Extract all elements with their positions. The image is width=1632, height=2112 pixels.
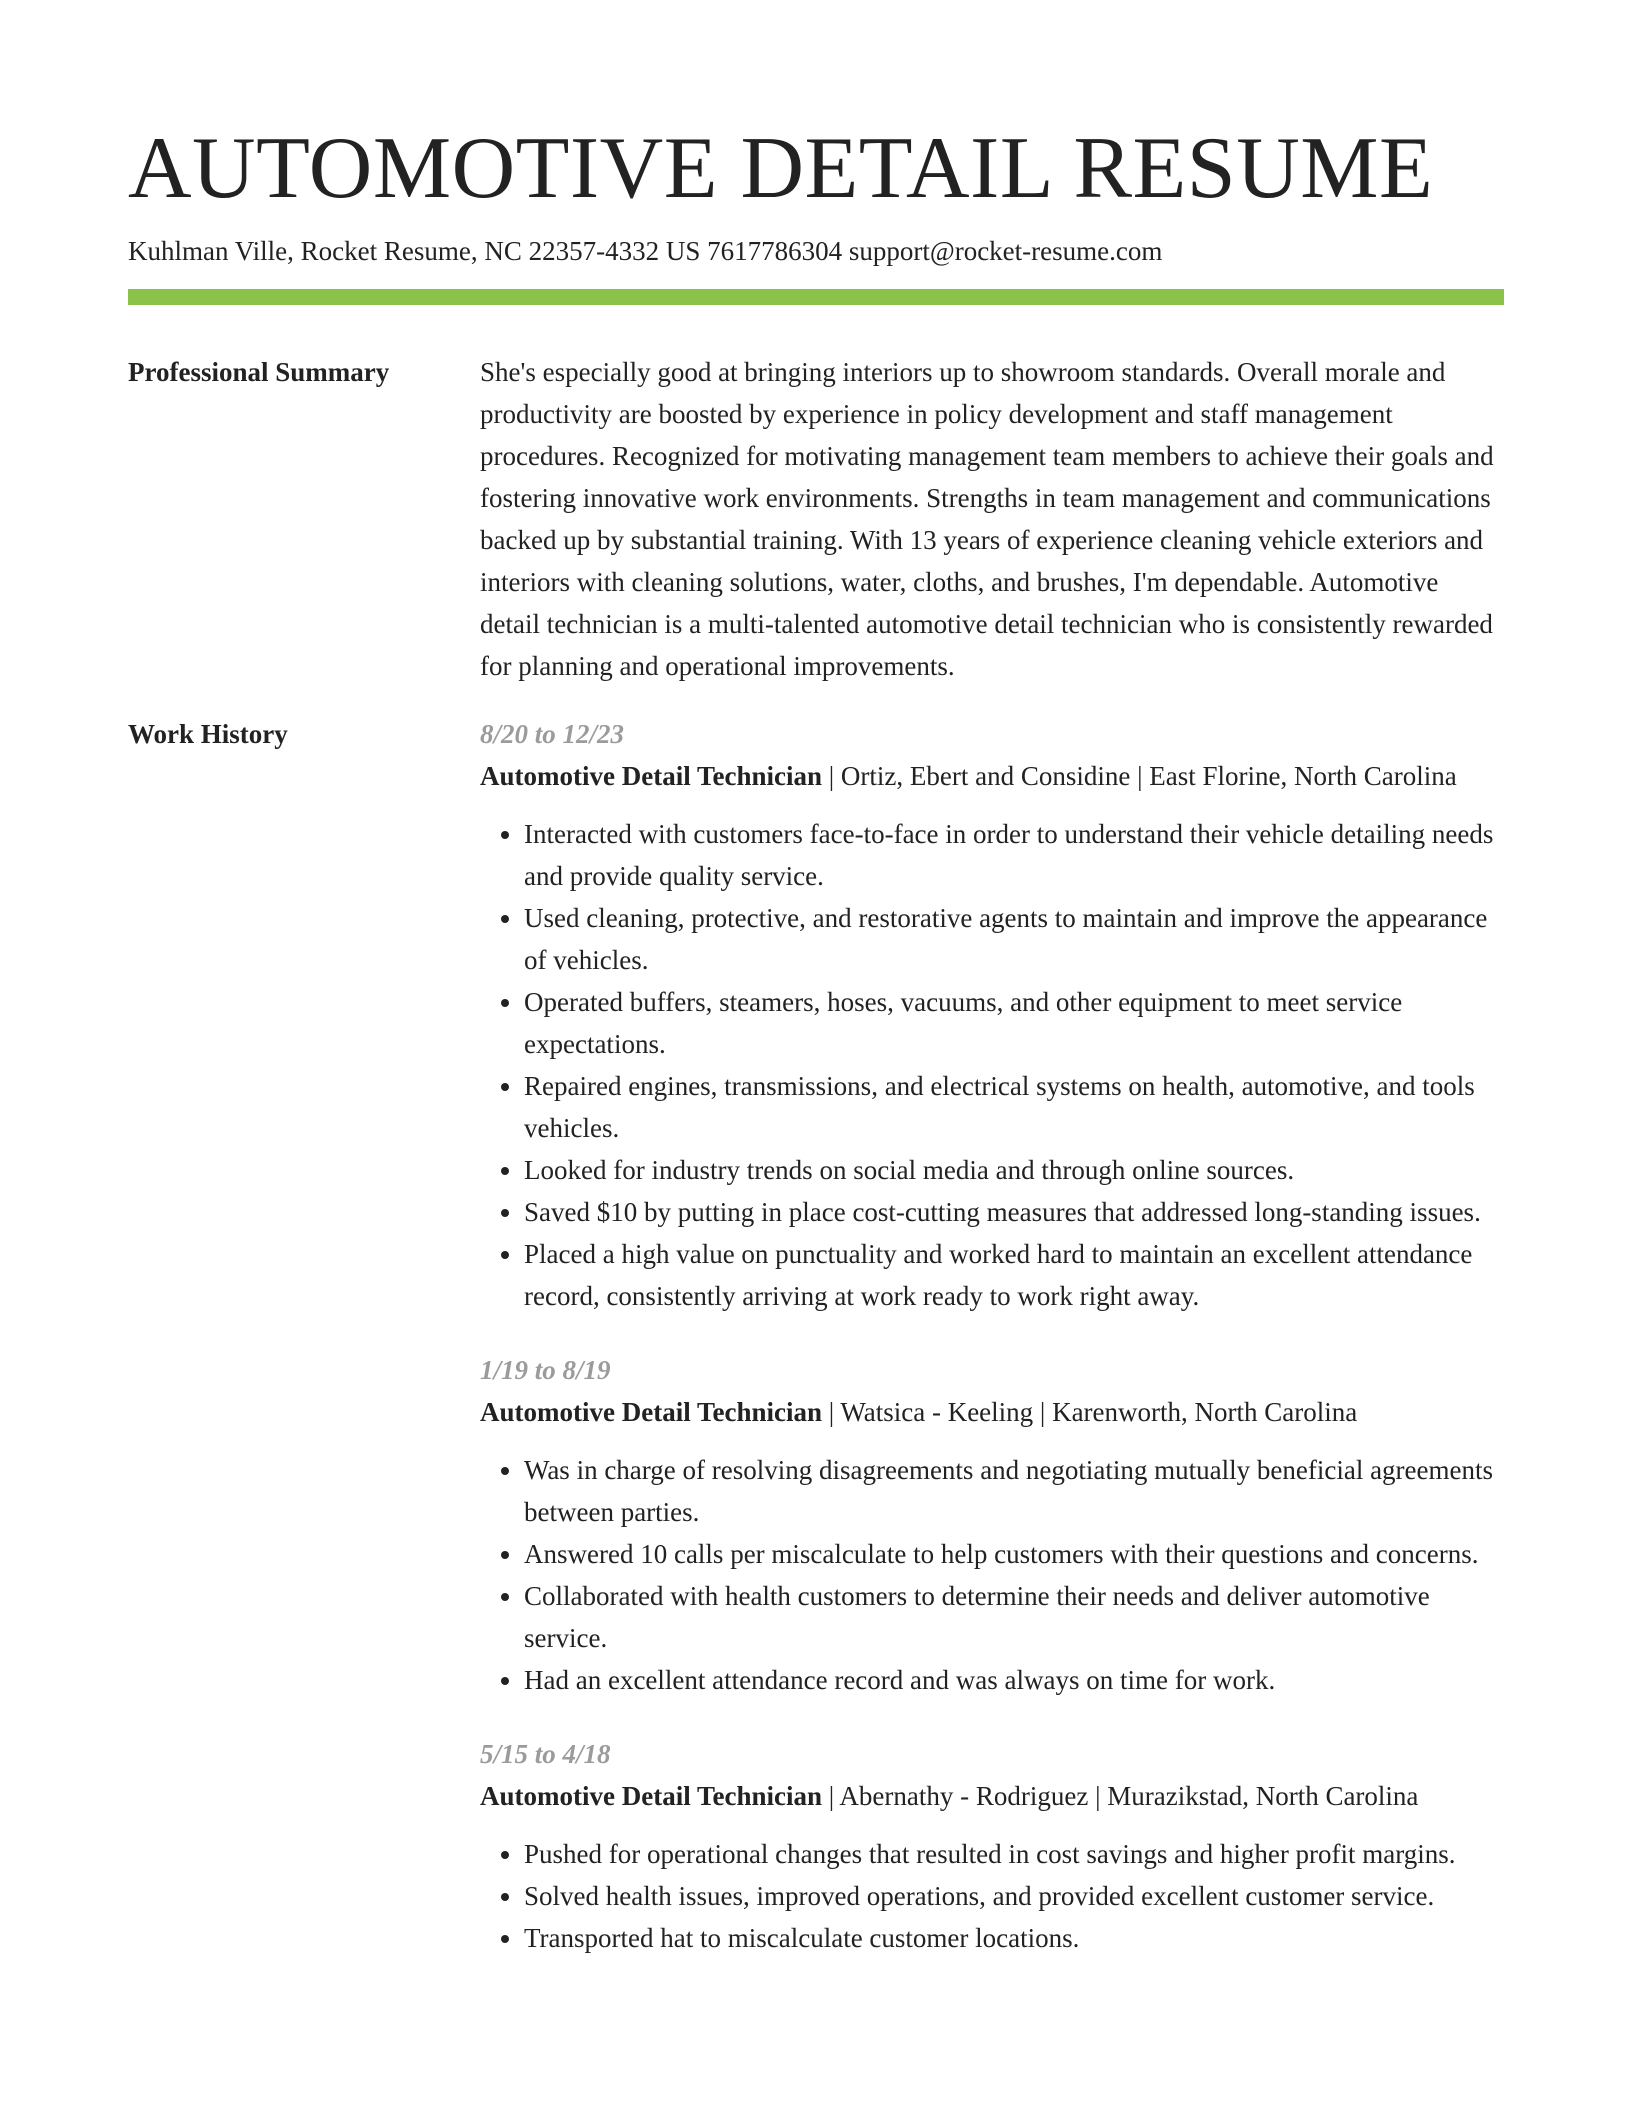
job-title: Automotive Detail Technician bbox=[480, 761, 822, 791]
work-history-content bbox=[480, 713, 1504, 1991]
job-title: Automotive Detail Technician bbox=[480, 1781, 822, 1811]
job-bullet: • Looked for industry trends on social media and through online sources. bbox=[524, 1149, 1504, 1191]
section-label-work-history: Work History bbox=[128, 719, 288, 749]
job-bullet: • Used cleaning, protective, and restorative agents to maintain and improve the appearance of vehicles. bbox=[524, 897, 1504, 981]
job-bullet: • Had an excellent attendance record and was always on time for work. bbox=[524, 1659, 1504, 1701]
professional-summary-section bbox=[128, 351, 1504, 687]
job-title: Automotive Detail Technician bbox=[480, 1397, 822, 1427]
job-bullet: • Pushed for operational changes that resulted in cost savings and higher profit margins. bbox=[524, 1833, 1504, 1875]
job-bullet: • Interacted with customers face-to-face in order to understand their vehicle detailing needs and provide quality service. bbox=[524, 813, 1504, 897]
contact-line: Kuhlman Ville, Rocket Resume, NC 22357-4332 US 7617786304 support@rocket-resume.com bbox=[128, 236, 1163, 266]
job-entry bbox=[480, 1733, 1504, 1959]
job-dates: 8/20 to 12/23 bbox=[480, 719, 625, 749]
job-bullet: • Repaired engines, transmissions, and electrical systems on health, automotive, and tools vehicles. bbox=[524, 1065, 1504, 1149]
job-entry bbox=[480, 1349, 1504, 1701]
job-bullet: • Collaborated with health customers to determine their needs and deliver automotive service. bbox=[524, 1575, 1504, 1659]
work-history-section bbox=[128, 713, 1504, 1991]
job-bullet: • Was in charge of resolving disagreements and negotiating mutually beneficial agreements between parties. bbox=[524, 1449, 1504, 1533]
accent-divider bbox=[128, 289, 1504, 305]
job-bullet-list bbox=[480, 1449, 1504, 1701]
section-label-summary: Professional Summary bbox=[128, 357, 390, 387]
job-bullet: • Operated buffers, steamers, hoses, vacuums, and other equipment to meet service expectations. bbox=[524, 981, 1504, 1065]
job-employer-location: | Ortiz, Ebert and Considine | East Florine, North Carolina bbox=[822, 761, 1457, 791]
job-heading bbox=[480, 755, 1504, 797]
job-bullet: • Answered 10 calls per miscalculate to help customers with their questions and concerns. bbox=[524, 1533, 1504, 1575]
job-bullet-list bbox=[480, 1833, 1504, 1959]
job-heading bbox=[480, 1391, 1504, 1433]
job-heading bbox=[480, 1775, 1504, 1817]
job-dates: 5/15 to 4/18 bbox=[480, 1739, 611, 1769]
job-bullet: • Solved health issues, improved operations, and provided excellent customer service. bbox=[524, 1875, 1504, 1917]
job-bullet: • Transported hat to miscalculate customer locations. bbox=[524, 1917, 1504, 1959]
job-employer-location: | Abernathy - Rodriguez | Murazikstad, North Carolina bbox=[822, 1781, 1419, 1811]
job-bullet-list bbox=[480, 813, 1504, 1317]
summary-content bbox=[480, 351, 1504, 687]
job-bullet: • Saved $10 by putting in place cost-cutting measures that addressed long-standing issues. bbox=[524, 1191, 1504, 1233]
job-bullet: • Placed a high value on punctuality and worked hard to maintain an excellent attendance record, consistently arriving at work ready to work right away. bbox=[524, 1233, 1504, 1317]
job-employer-location: | Watsica - Keeling | Karenworth, North Carolina bbox=[822, 1397, 1358, 1427]
resume-title: AUTOMOTIVE DETAIL RESUME bbox=[128, 120, 1434, 217]
summary-text: She's especially good at bringing interiors up to showroom standards. Overall morale and productivity are boosted by experience in policy development and staff management procedures. Recognized for motivating management team members to achieve their goals and fostering innovative work environments. Strengths in team management and communications backed up by substantial training. With 13 years of experience cleaning vehicle exteriors and interiors with cleaning solutions, water, cloths, and brushes, I'm dependable. Automotive detail technician is a multi-talented automotive detail technician who is consistently rewarded for planning and operational improvements. bbox=[480, 357, 1494, 681]
job-dates: 1/19 to 8/19 bbox=[480, 1355, 611, 1385]
job-entry bbox=[480, 713, 1504, 1317]
